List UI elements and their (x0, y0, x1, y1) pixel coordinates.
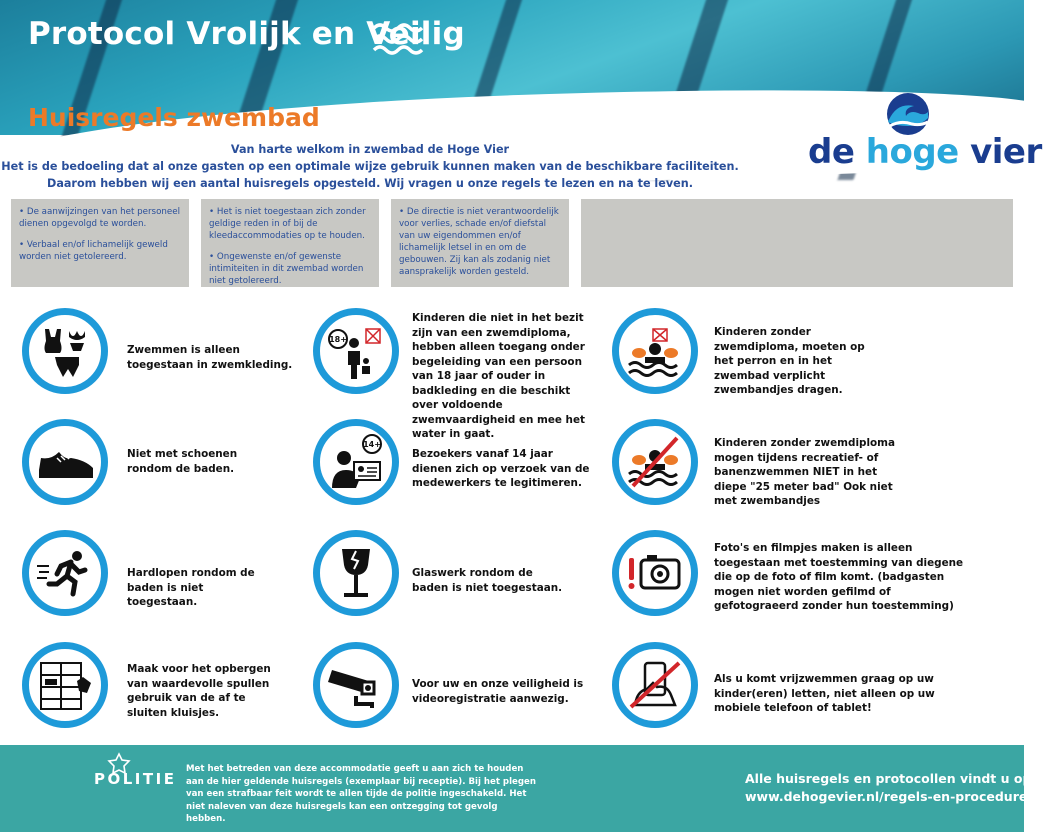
notice-box-empty (581, 199, 1013, 287)
rule-text: Zwemmen is alleen toegestaan in zwemkleding. (127, 344, 293, 371)
logo (808, 92, 1042, 187)
armbands-swimmer-icon (612, 308, 698, 394)
notice-box: • De directie is niet verantwoordelijk voor verlies, schade en/of diefstal van uw eigendommen en/of lichamelijk letsel in en om de gebouwen. Zij kan als zodanig niet aansprakelijk worden gesteld. (391, 199, 569, 287)
rule-text: Niet met schoenen rondom de baden. (127, 448, 238, 475)
footer-text: Met het betreden van deze accommodatie geeft u aan zich te houden aan de hier geldende huisregels (exemplaar bij receptie). Bij het plegen van een strafbaar feit wordt te allen tijde de politie ingeschakeld. Het niet naleven van deze huisregels kan een ontzegging tot gevolg hebben. (186, 764, 536, 825)
rule-text: Kinderen die niet in het bezit zijn van een zwemdiploma, hebben alleen toegang onder begeleiding van een persoon van 18 jaar of ouder in badkleding en die beschikt over voldoende zwemvaardigheid en mee het water in gaat. (412, 312, 585, 440)
notice-box: • De aanwijzingen van het personeel dienen opgevolgd te worden. • Verbaal en/of lichamelijk geweld worden niet getolereerd. (11, 199, 189, 287)
intro-line: Het is de bedoeling dat al onze gasten op een optimale wijze gebruik kunnen maken van de beschikbare faciliteiten. (1, 160, 739, 173)
camera-icon (612, 530, 698, 616)
intro-text (0, 141, 740, 192)
rule-text: Kinderen zonder zwemdiploma mogen tijdens recreatief- of banenzwemmen NIET in het diepe "25 meter bad" Ook niet met zwembandjes (714, 437, 895, 507)
rule-text: Foto's en filmpjes maken is alleen toegestaan met toestemming van diegene die op de foto of film komt. (badgasten mogen niet worden gefilmd of gefotograeerd zonder hun toestemming) (714, 542, 964, 612)
logo-text: de hoge vier (808, 132, 1042, 172)
running-icon (22, 530, 108, 616)
no-phone-icon (612, 642, 698, 728)
lockers-icon (22, 642, 108, 728)
notice-box: • Het is niet toegestaan zich zonder geldige reden in of bij de kleedaccommodaties op te houden. • Ongewenste en/of gewenste intimiteiten in dit zwembad worden niet getolereerd. (201, 199, 379, 287)
waves-icon (372, 22, 422, 56)
intro-line: Van harte welkom in zwembad de Hoge Vier (230, 143, 510, 156)
rule-text: Hardlopen rondom de baden is niet toegestaan. (127, 567, 255, 608)
page-title: Protocol Vrolijk en Veilig (28, 16, 465, 52)
rule-text: Maak voor het opbergen van waardevolle spullen gebruik van de af te sluiten kluisjes. (127, 663, 271, 719)
rule-text: Bezoekers vanaf 14 jaar dienen zich op verzoek van de medewerkers te legitimeren. (412, 448, 590, 489)
glass-icon (313, 530, 399, 616)
intro-line: Daarom hebben wij een aantal huisregels opgesteld. Wij vragen u onze regels te lezen en na te leven. (47, 177, 693, 190)
shoe-icon (22, 419, 108, 505)
section-title: Huisregels zwembad (28, 103, 320, 132)
adult-child-icon (313, 308, 399, 394)
age-14-badge: 14+ (363, 440, 381, 449)
rule-text: Als u komt vrijzwemmen graag op uw kinder(eren) letten, niet alleen op uw mobiele telefoon of tablet! (714, 673, 935, 714)
swimwear-icon (22, 308, 108, 394)
rule-text: Glaswerk rondom de baden is niet toegestaan. (412, 567, 563, 594)
footer-links-label: Alle huisregels en protocollen vindt u op: (745, 771, 1037, 786)
wave-logo-icon (880, 92, 936, 136)
footer-links (745, 770, 1039, 806)
politie-logo: POLITIE (94, 770, 177, 788)
cctv-icon (313, 642, 399, 728)
age-18-badge: 18+ (329, 335, 347, 344)
no-deep-pool-icon (612, 419, 698, 505)
rule-text: Kinderen zonder zwemdiploma, moeten op het perron en in het zwembad verplicht zwembandjes dragen. (714, 326, 865, 396)
footer-url-link[interactable]: www.dehogevier.nl/regels-en-procedures/ (745, 789, 1040, 804)
id-check-icon (313, 419, 399, 505)
rule-text: Voor uw en onze veiligheid is videoregistratie aanwezig. (412, 678, 584, 705)
